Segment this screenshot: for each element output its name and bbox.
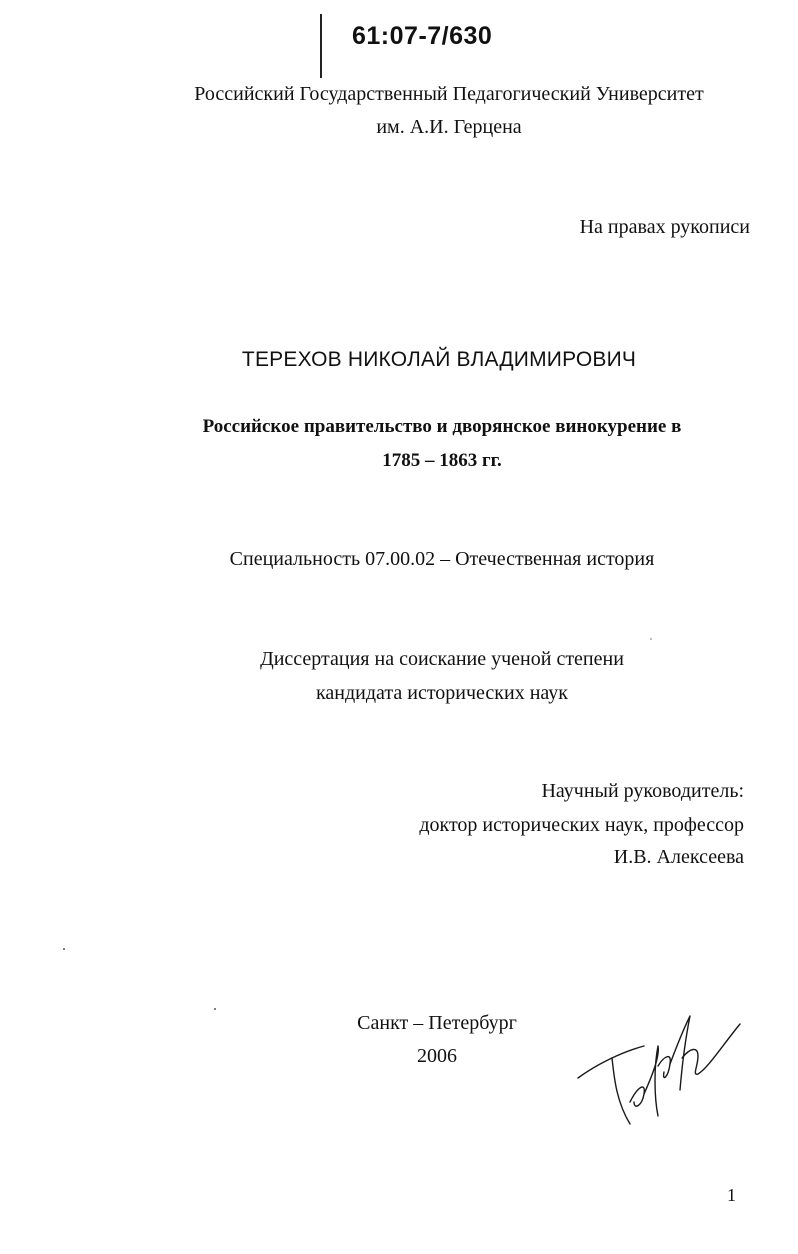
dissertation-title-line2: 1785 – 1863 гг. [382,450,502,471]
handwritten-signature-icon [572,1006,752,1136]
university-name-line2: им. А.И. Герцена [376,116,522,138]
supervisor-degree: доктор исторических наук, профессор [419,814,744,836]
author-name: ТЕРЕХОВ НИКОЛАЙ ВЛАДИМИРОВИЧ [241,348,637,371]
supervisor-label: Научный руководитель: [541,780,744,802]
city: Санкт – Петербург [357,1012,517,1034]
scan-speck [214,1008,216,1010]
university-name-line1: Российский Государственный Педагогический Университет [194,83,704,105]
degree-statement-line1: Диссертация на соискание ученой степени [260,648,624,670]
scan-speck [63,948,65,950]
manuscript-rights-note: На правах рукописи [579,216,750,238]
degree-statement-line2: кандидата исторических наук [315,682,569,704]
scan-speck [650,638,652,640]
stamp-divider [320,14,322,78]
dissertation-title-line1: Российское правительство и дворянское винокурение в [202,416,682,437]
year: 2006 [417,1045,457,1067]
page-number: 1 [727,1185,736,1205]
supervisor-name: И.В. Алексеева [613,846,744,868]
specialty-line: Специальность 07.00.02 – Отечественная история [229,548,655,570]
archive-stamp-code: 61:07-7/630 [352,22,493,50]
